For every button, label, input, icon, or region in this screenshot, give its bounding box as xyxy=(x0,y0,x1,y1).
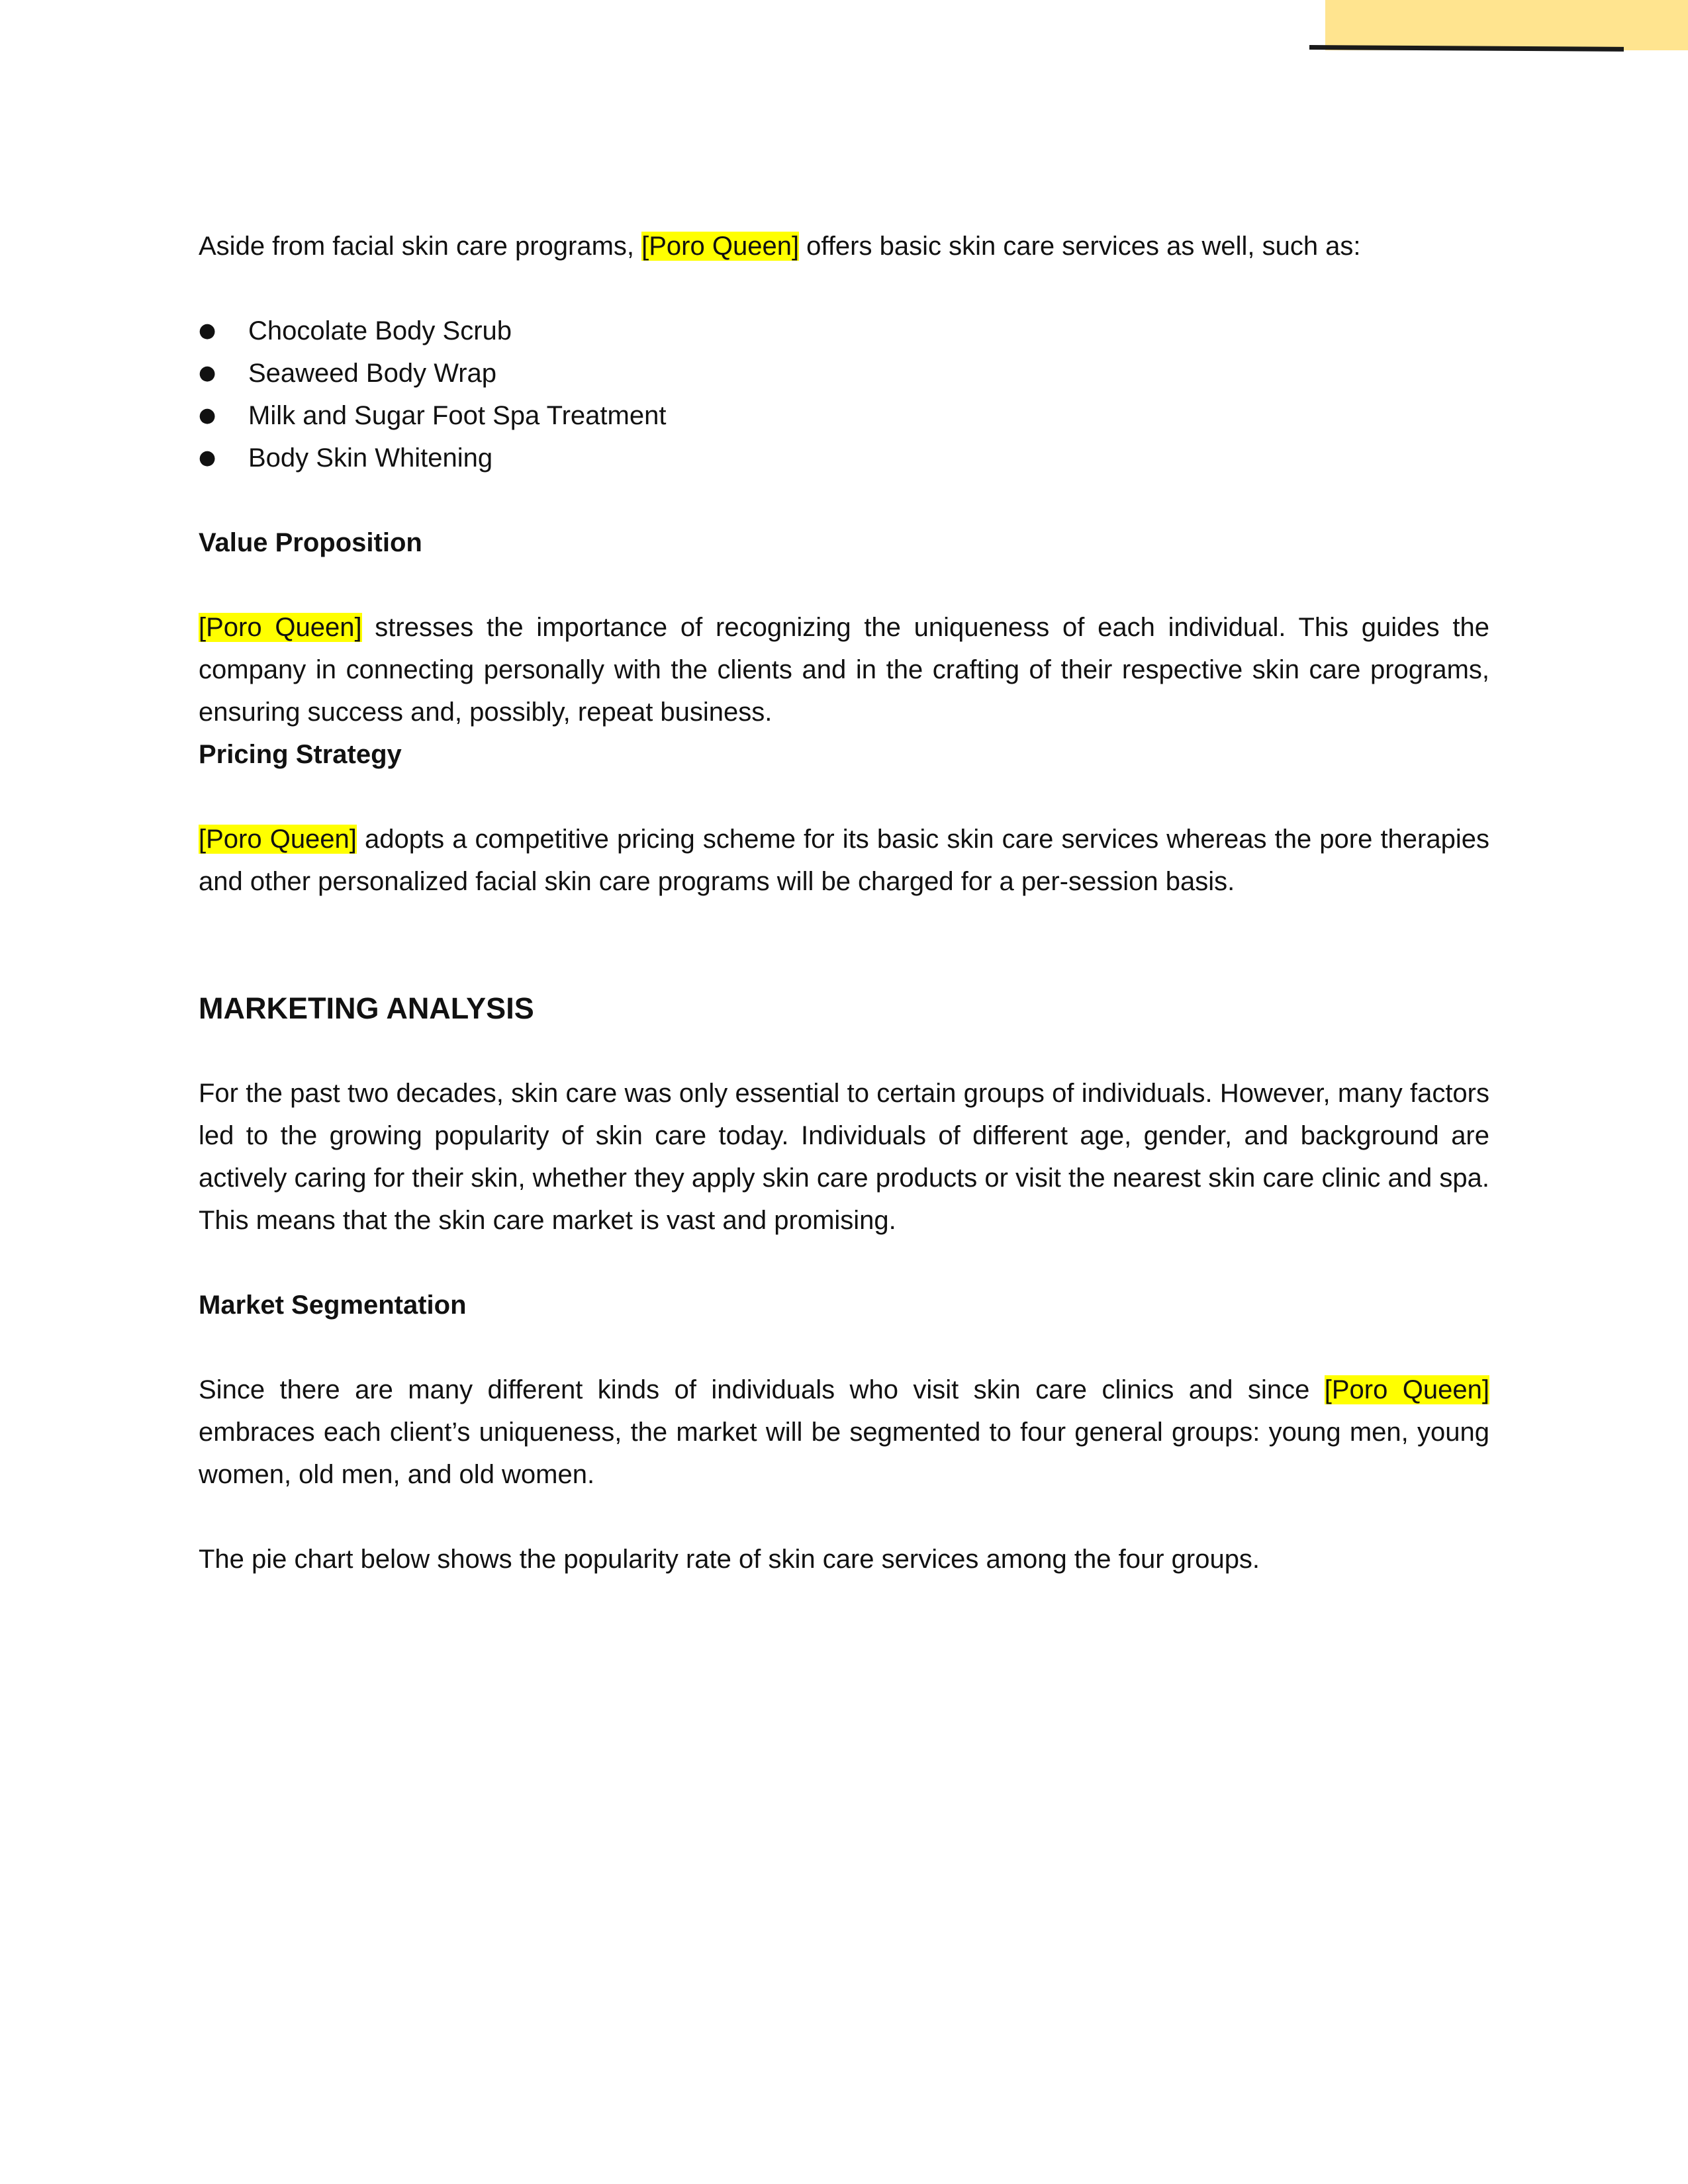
value-proposition-heading: Value Proposition xyxy=(199,528,422,557)
segmentation-text: Since there are many different kinds of individuals who visit skin care clinics and since xyxy=(199,1375,1325,1404)
list-item xyxy=(199,437,1489,479)
segmentation-text-end: embraces each client’s uniqueness, the market will be segmented to four general groups: young men, young women, old men, and old women. xyxy=(199,1418,1489,1489)
corner-accent-tab xyxy=(1325,0,1688,50)
bullet-icon: ● xyxy=(199,319,216,342)
services-list xyxy=(199,310,1489,479)
service-label: Body Skin Whitening xyxy=(248,443,493,473)
marketing-analysis-heading: MARKETING ANALYSIS xyxy=(199,991,534,1025)
pricing-strategy-text: adopts a competitive pricing scheme for its basic skin care services whereas the pore therapies and other personalized facial skin care programs will be charged for a per-session basis. xyxy=(199,825,1489,896)
market-segmentation-paragraph xyxy=(199,1369,1489,1496)
intro-text-end: offers basic skin care services as well, such as: xyxy=(799,232,1361,261)
brand-highlight: [Poro Queen] xyxy=(641,232,800,261)
list-item xyxy=(199,394,1489,437)
list-item xyxy=(199,352,1489,394)
market-segmentation-heading: Market Segmentation xyxy=(199,1291,467,1320)
bullet-icon: ● xyxy=(199,446,216,469)
pie-chart-intro: The pie chart below shows the popularity rate of skin care services among the four groups. xyxy=(199,1545,1260,1574)
corner-accent-rule xyxy=(1309,45,1624,52)
services-intro xyxy=(199,225,1489,267)
service-label: Milk and Sugar Foot Spa Treatment xyxy=(248,401,667,430)
bullet-icon: ● xyxy=(199,404,216,427)
pricing-strategy-paragraph xyxy=(199,818,1489,903)
service-label: Seaweed Body Wrap xyxy=(248,359,497,388)
intro-text: Aside from facial skin care programs, xyxy=(199,232,642,261)
document-body xyxy=(199,225,1489,1580)
list-item xyxy=(199,310,1489,352)
pricing-strategy-heading: Pricing Strategy xyxy=(199,740,402,769)
bullet-icon: ● xyxy=(199,361,216,385)
service-label: Chocolate Body Scrub xyxy=(248,316,512,345)
brand-highlight: [Poro Queen] xyxy=(199,613,362,642)
marketing-analysis-paragraph: For the past two decades, skin care was only essential to certain groups of individuals. However, many factors led to the growing popularity of skin care today. Individuals of different age, gender, and background are actively caring for their skin, whether they apply skin care products or visit the nearest skin care clinic and spa. This means that the skin care market is vast and promising. xyxy=(199,1079,1489,1235)
brand-highlight: [Poro Queen] xyxy=(199,825,357,854)
value-proposition-text: stresses the importance of recognizing the uniqueness of each individual. This guides the company in connecting personally with the clients and in the crafting of their respective skin care programs, ensuring success and, possibly, repeat business. xyxy=(199,613,1490,727)
value-proposition-paragraph xyxy=(199,606,1489,733)
brand-highlight: [Poro Queen] xyxy=(1324,1375,1489,1404)
